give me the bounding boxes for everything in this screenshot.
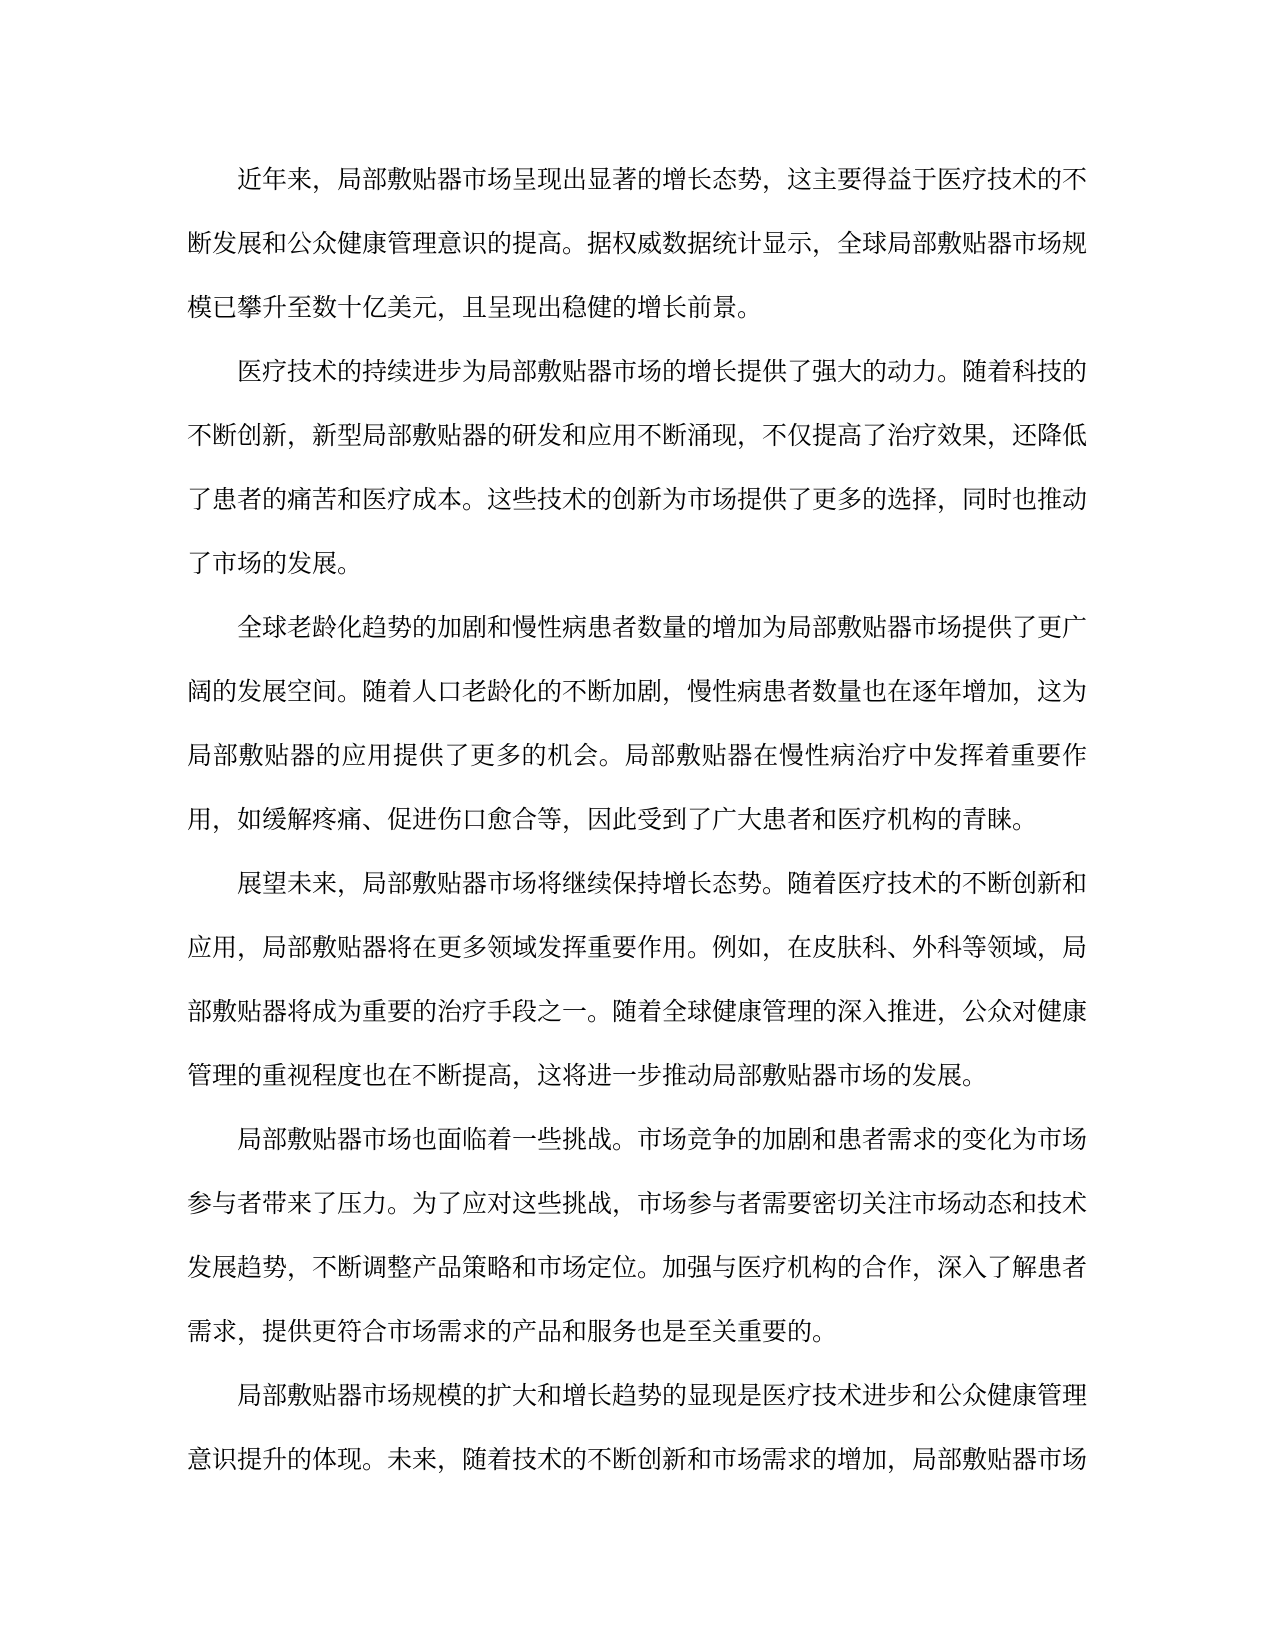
paragraph-6: 局部敷贴器市场规模的扩大和增长趋势的显现是医疗技术进步和公众健康管理意识提升的体现。未来，随着技术的不断创新和市场需求的增加，局部敷贴器市场	[187, 1382, 1088, 1474]
document-body	[187, 148, 1087, 1492]
paragraph-3: 全球老龄化趋势的加剧和慢性病患者数量的增加为局部敷贴器市场提供了更广阔的发展空间。随着人口老龄化的不断加剧，慢性病患者数量也在逐年增加，这为局部敷贴器的应用提供了更多的机会。局部敷贴器在慢性病治疗中发挥着重要作用，如缓解疼痛、促进伤口愈合等，因此受到了广大患者和医疗机构的青睐。	[187, 614, 1088, 834]
paragraph-2: 医疗技术的持续进步为局部敷贴器市场的增长提供了强大的动力。随着科技的不断创新，新型局部敷贴器的研发和应用不断涌现，不仅提高了治疗效果，还降低了患者的痛苦和医疗成本。这些技术的创新为市场提供了更多的选择，同时也推动了市场的发展。	[187, 358, 1088, 578]
paragraph-1: 近年来，局部敷贴器市场呈现出显著的增长态势，这主要得益于医疗技术的不断发展和公众健康管理意识的提高。据权威数据统计显示，全球局部敷贴器市场规模已攀升至数十亿美元，且呈现出稳健的增长前景。	[187, 166, 1088, 322]
paragraph-5: 局部敷贴器市场也面临着一些挑战。市场竞争的加剧和患者需求的变化为市场参与者带来了压力。为了应对这些挑战，市场参与者需要密切关注市场动态和技术发展趋势，不断调整产品策略和市场定位。加强与医疗机构的合作，深入了解患者需求，提供更符合市场需求的产品和服务也是至关重要的。	[187, 1126, 1088, 1346]
paragraph-4: 展望未来，局部敷贴器市场将继续保持增长态势。随着医疗技术的不断创新和应用，局部敷贴器将在更多领域发挥重要作用。例如，在皮肤科、外科等领域，局部敷贴器将成为重要的治疗手段之一。随着全球健康管理的深入推进，公众对健康管理的重视程度也在不断提高，这将进一步推动局部敷贴器市场的发展。	[187, 870, 1088, 1090]
